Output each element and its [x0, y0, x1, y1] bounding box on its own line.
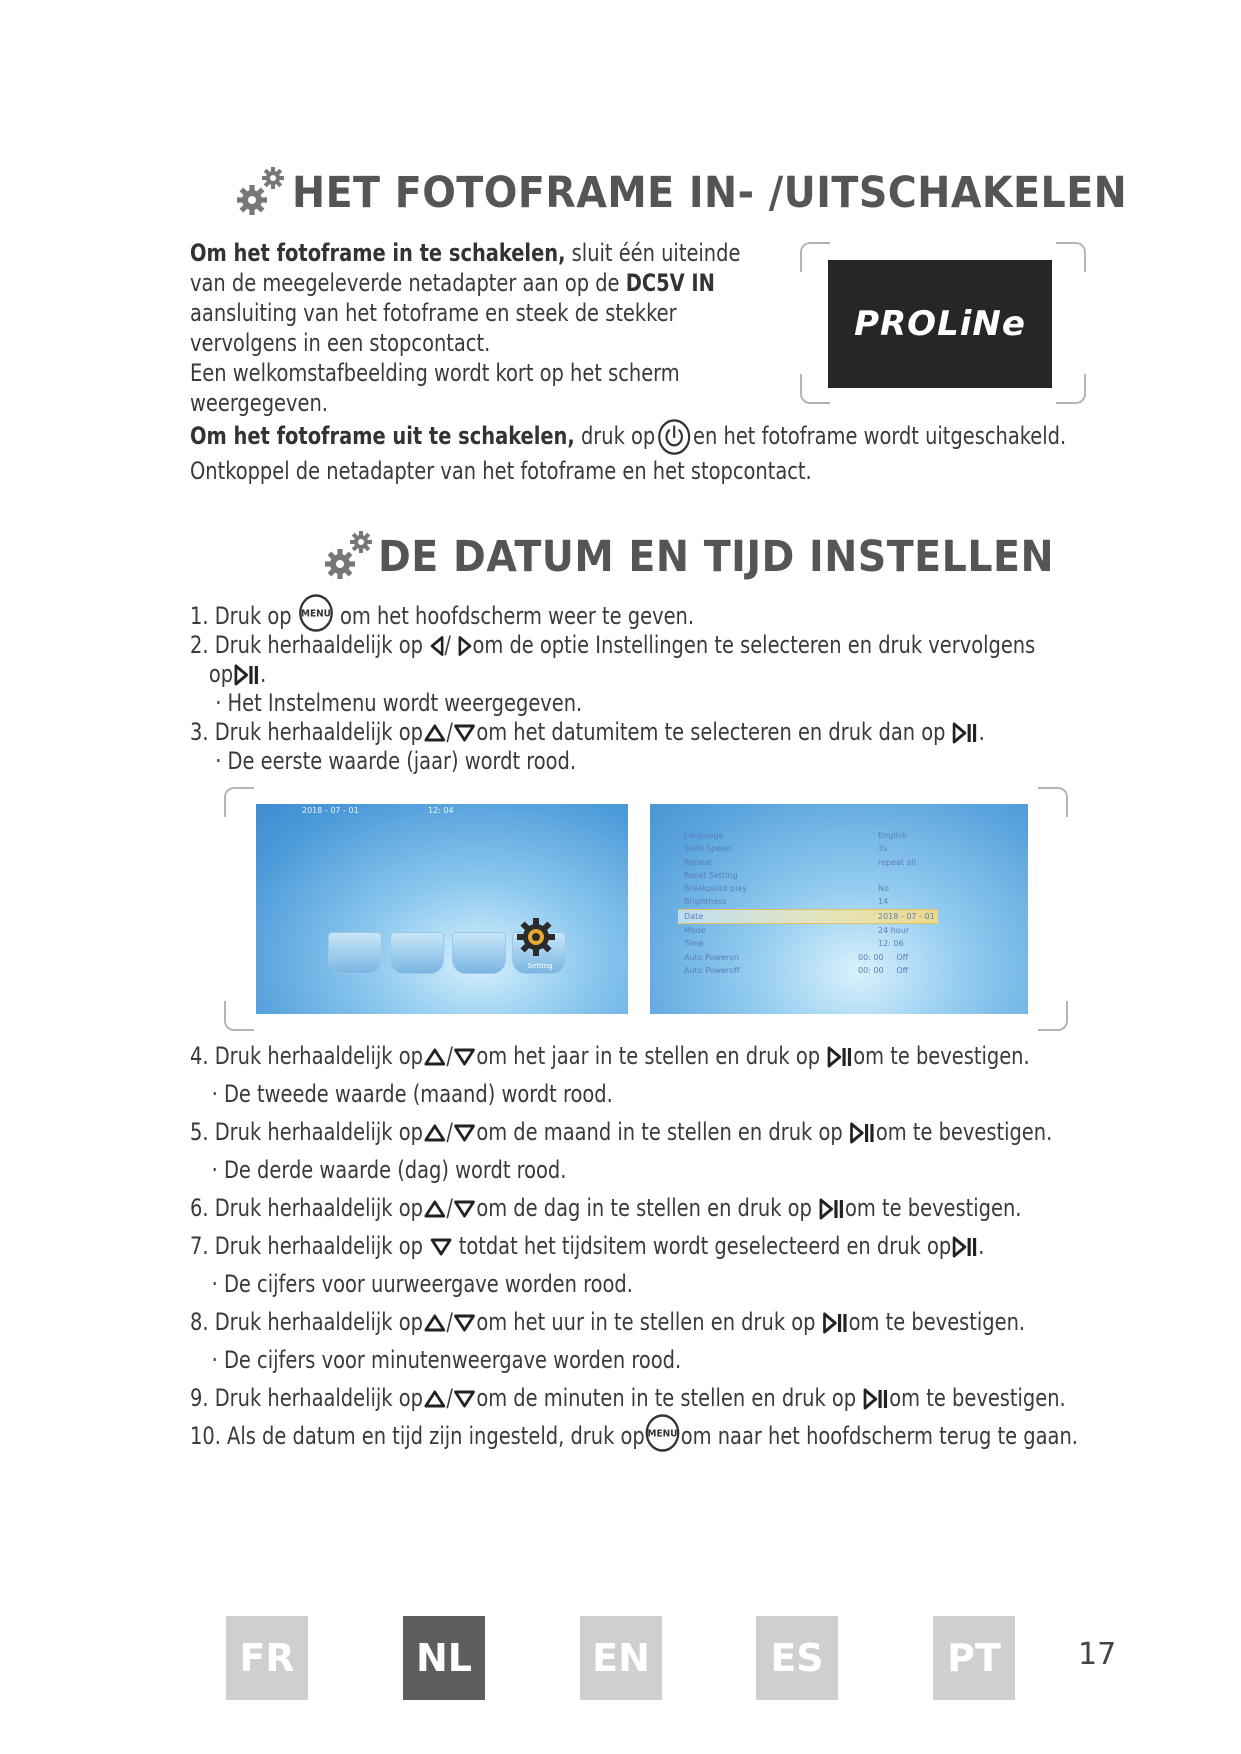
settings-row-label: Slide Speed: [684, 844, 732, 854]
screen-date: 2018 - 07 - 01: [302, 806, 359, 815]
settings-row-label: Auto Poweroff: [684, 965, 740, 975]
down-arrow-icon: [453, 1199, 476, 1219]
menu-icon: [645, 1413, 681, 1453]
down-arrow-icon: [453, 1123, 476, 1143]
dc5v-in-label: DC5V IN: [625, 269, 715, 297]
settings-row: [678, 895, 938, 908]
left-arrow-icon: [429, 634, 444, 658]
language-tab-es[interactable]: ES: [756, 1616, 838, 1700]
settings-row: [678, 882, 938, 895]
home-screen-screenshot: [256, 804, 628, 1014]
settings-row: [678, 856, 938, 869]
play-pause-icon: [233, 663, 260, 687]
language-tab-fr[interactable]: FR: [226, 1616, 308, 1700]
play-pause-icon: [826, 1045, 853, 1069]
section-2-heading: [318, 526, 378, 590]
settings-row-value: 14: [878, 897, 889, 907]
setting-gear-icon: [514, 915, 558, 959]
settings-row-value: 00: 00 Off: [858, 952, 909, 962]
down-arrow-icon: [453, 1047, 476, 1067]
section-1-off-text: Om het fotoframe uit te schakelen, druk op en het fotoframe wordt uitgeschakeld. Ontkoppel de netadapter van het fotoframe en het stopcontact.: [190, 418, 1066, 486]
language-tab-nl[interactable]: NL: [403, 1616, 485, 1700]
section-1-intro: Om het fotoframe in te schakelen, sluit één uiteinde van de meegeleverde netadapter aan op de DC5V IN aansluiting van het fotoframe en steek de stekker vervolgens in een stopcontact. Een welkomstafbeelding wordt kort op het scherm weergegeven.: [190, 239, 741, 417]
down-arrow-icon: [453, 723, 476, 743]
settings-row: [678, 937, 938, 950]
right-arrow-icon: [457, 634, 472, 658]
settings-row-value: 12: 06: [878, 939, 904, 949]
up-arrow-icon: [423, 1199, 446, 1219]
screen-time: 12: 04: [428, 806, 454, 815]
intro-bold-text: Om het fotoframe in te schakelen,: [190, 239, 566, 267]
play-pause-icon: [818, 1197, 845, 1221]
video-basket-icon: [452, 932, 506, 974]
play-pause-icon: [952, 721, 979, 745]
settings-row-value: 3s: [878, 844, 888, 854]
proline-logo: PROLiNe: [828, 260, 1052, 388]
settings-row: [678, 869, 938, 882]
section-1-title: HET FOTOFRAME IN- /UITSCHAKELEN: [292, 168, 1128, 218]
play-pause-icon: [862, 1387, 889, 1411]
settings-row: [678, 924, 938, 937]
menu-icon: [298, 593, 334, 633]
down-arrow-icon: [453, 1389, 476, 1409]
page-number: 17: [1078, 1637, 1117, 1672]
screenshots-figure: [224, 787, 1068, 1031]
settings-row-label: Brightness: [684, 897, 727, 907]
settings-row: [678, 909, 938, 924]
play-pause-icon: [951, 1235, 978, 1259]
up-arrow-icon: [423, 1389, 446, 1409]
settings-row-label: Reset Setting: [684, 870, 738, 880]
settings-menu: [678, 829, 938, 975]
power-icon: [657, 418, 691, 456]
gears-icon: [318, 526, 378, 586]
settings-row: [678, 951, 938, 964]
settings-row-value: No: [878, 884, 889, 894]
settings-row-value: 00: 00 Off: [858, 965, 909, 975]
language-tab-en[interactable]: EN: [580, 1616, 662, 1700]
steps-4-10: 4. Druk herhaaldelijk op / om het jaar in te stellen en druk op om te bevestigen. · De tweede waarde (maand) wordt rood. 5. Druk herhaaldelijk op / om de maand in te stellen en druk op om te bevestigen. · De derde waarde (dag) wordt rood. 6. Druk herhaaldelijk op / om de dag in te stellen en druk op om te bevestigen. 7. Druk herhaaldelijk op totdat het tijdsitem wordt geselecteerd en druk op . · De cijfers voor uurweergave worden rood. 8. Druk herhaaldelijk op / om het uur in te stellen en druk op om te bevestigen. · De cijfers voor minutenweergave worden rood. 9. Druk herhaaldelijk op / om de minuten in te stellen en druk op om te bevestigen. 10. Als de datum en tijd zijn ingesteld, druk op om naar het hoofdscherm terug te gaan.: [190, 1041, 1078, 1459]
setting-basket-icon: Setting: [512, 932, 566, 974]
section-2-title: DE DATUM EN TIJD INSTELLEN: [378, 532, 1055, 582]
down-arrow-icon: [453, 1313, 476, 1333]
settings-row-value: English: [878, 831, 907, 840]
language-tab-pt[interactable]: PT: [933, 1616, 1015, 1700]
logo-figure: [800, 242, 1086, 404]
up-arrow-icon: [423, 1313, 446, 1333]
play-pause-icon: [822, 1311, 849, 1335]
up-arrow-icon: [423, 723, 446, 743]
settings-row: [678, 829, 938, 842]
settings-row-label: Date: [684, 911, 704, 921]
settings-row-value: repeat all: [878, 857, 916, 867]
settings-row-label: Breakpoint play: [684, 884, 747, 894]
settings-row-label: Auto Poweron: [684, 952, 740, 962]
up-arrow-icon: [423, 1123, 446, 1143]
settings-row-label: Repeat: [684, 857, 713, 867]
settings-row-value: 24 hour: [878, 926, 910, 936]
music-basket-icon: [390, 932, 444, 974]
settings-row-label: Language: [684, 831, 724, 840]
play-pause-icon: [849, 1121, 876, 1145]
settings-row-label: Time: [684, 939, 704, 949]
down-arrow-icon: [429, 1237, 452, 1257]
gears-icon: [230, 162, 290, 222]
settings-row-label: Mode: [684, 926, 706, 936]
photo-basket-icon: [328, 932, 382, 974]
steps-1-3: 1. Druk op om het hoofdscherm weer te geven. 2. Druk herhaaldelijk op / om de optie Instellingen te selecteren en druk vervolgens op . · Het Instelmenu wordt weergegeven. 3. Druk herhaaldelijk op / om het datumitem te selecteren en druk dan op . · De eerste waarde (jaar) wordt rood.: [190, 601, 1035, 775]
section-1-heading: [230, 162, 290, 222]
up-arrow-icon: [423, 1047, 446, 1067]
settings-screen-screenshot: [650, 804, 1028, 1014]
settings-row: [678, 964, 938, 977]
settings-row-value: 2018 - 07 - 01: [878, 911, 935, 921]
settings-row: [678, 842, 938, 855]
